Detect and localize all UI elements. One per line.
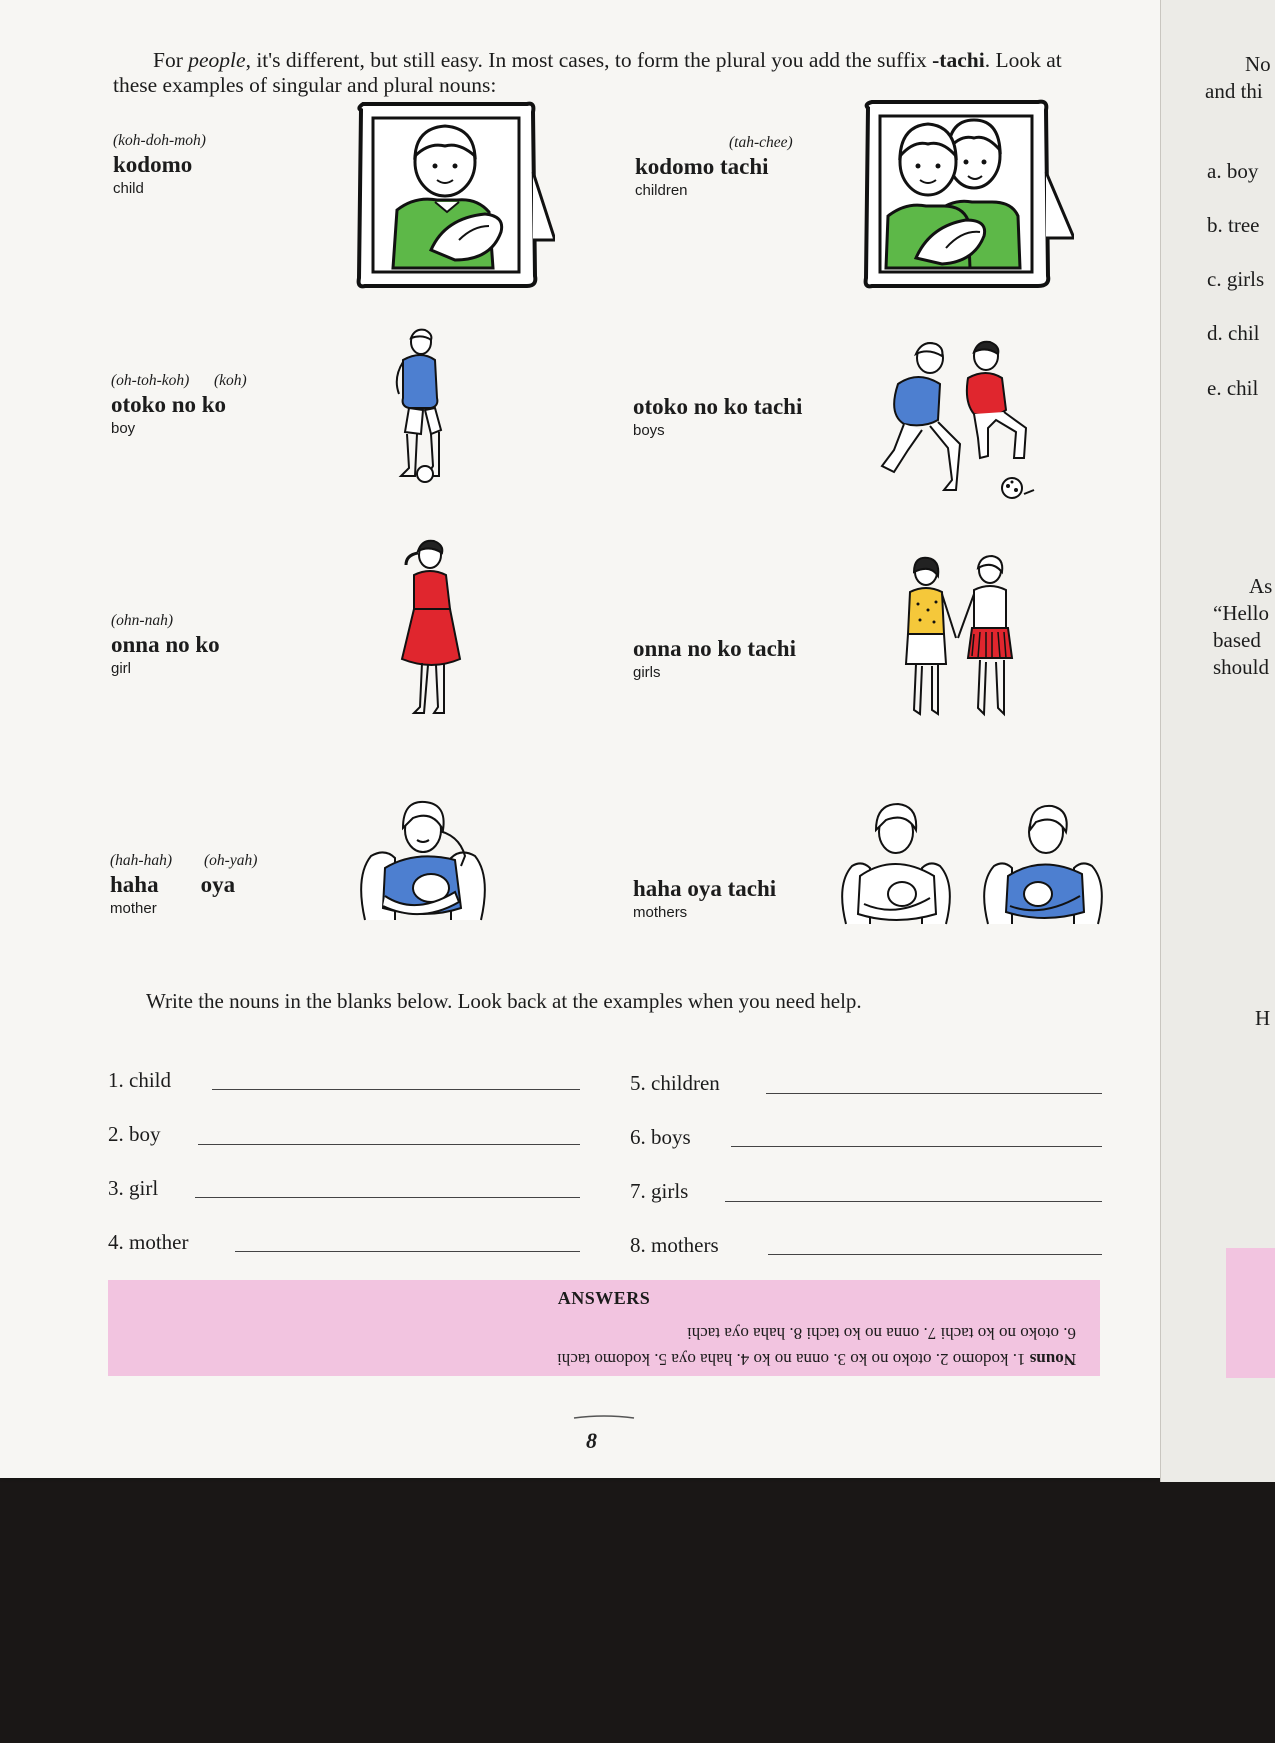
next-page-list-item: c. girls	[1207, 267, 1265, 291]
english-gloss: child	[113, 180, 144, 197]
entry-girls	[633, 636, 796, 682]
exercise-item-1: 1. child	[108, 1068, 171, 1092]
pronunciation: (koh)	[214, 372, 247, 389]
answers-title: ANSWERS	[557, 1288, 651, 1308]
entry-boy	[111, 372, 247, 438]
answer-blank-3[interactable]	[195, 1197, 580, 1198]
exercise-label: boy	[129, 1122, 161, 1146]
suffix-tachi: -tachi	[932, 48, 985, 72]
pronunciation: (hah-hah)	[110, 852, 172, 869]
book-page-right-edge	[1160, 0, 1275, 1482]
boys-playing-illustration	[878, 340, 1044, 508]
boy-illustration	[385, 326, 455, 484]
exercise-label: mother	[129, 1230, 189, 1254]
exercise-item-5: 5. children	[630, 1071, 720, 1095]
japanese-word: haha	[110, 872, 159, 897]
answer-blank-6[interactable]	[731, 1146, 1102, 1147]
exercise-label: girl	[129, 1176, 159, 1200]
girl-illustration	[392, 537, 462, 717]
next-page-text: H	[1255, 1006, 1271, 1030]
next-page-answers-box	[1226, 1248, 1275, 1378]
english-gloss: mothers	[633, 904, 688, 921]
english-gloss: children	[635, 182, 688, 199]
japanese-word: onna no ko tachi	[633, 636, 796, 661]
answers-heading: Nouns	[1029, 1350, 1076, 1369]
entry-boys	[633, 394, 802, 440]
exercise-label: mothers	[651, 1233, 719, 1257]
next-page-text: based	[1213, 628, 1261, 652]
english-gloss: boy	[111, 420, 136, 437]
english-gloss: mother	[110, 900, 157, 917]
exercise-item-4: 4. mother	[108, 1230, 189, 1254]
page-number: 8	[586, 1428, 597, 1453]
japanese-word: otoko no ko tachi	[633, 394, 803, 419]
answer-blank-7[interactable]	[725, 1201, 1102, 1202]
pronunciation: (tah-chee)	[729, 134, 793, 151]
answers-upside-down-text	[132, 1320, 1076, 1372]
pronunciation: (oh-toh-koh)	[111, 372, 190, 389]
answer-blank-1[interactable]	[212, 1089, 580, 1090]
answers-box	[108, 1280, 1100, 1376]
japanese-word: onna no ko	[111, 632, 220, 657]
page-number-flourish	[572, 1412, 636, 1424]
next-page-list-item: e. chil	[1207, 376, 1259, 400]
japanese-word: kodomo tachi	[635, 154, 769, 179]
english-gloss: girls	[633, 664, 661, 681]
girls-holding-hands-illustration	[900, 554, 1016, 720]
next-page-text: should	[1213, 655, 1270, 679]
exercise-label: girls	[651, 1179, 689, 1203]
english-gloss: boys	[633, 422, 665, 439]
entry-mothers	[633, 876, 776, 922]
pronunciation: (ohn-nah)	[111, 612, 173, 629]
children-in-frame-illustration	[862, 98, 1074, 290]
next-page-list-item: a. boy	[1207, 159, 1259, 183]
pronunciation: (koh-doh-moh)	[113, 132, 206, 149]
exercise-item-2: 2. boy	[108, 1122, 161, 1146]
exercise-label: children	[651, 1071, 720, 1095]
next-page-text: As	[1249, 574, 1273, 598]
answer-blank-4[interactable]	[235, 1251, 580, 1252]
entry-child	[113, 132, 206, 198]
next-page-text: “Hello	[1213, 601, 1269, 625]
exercise-instructions: Write the nouns in the blanks below. Look back at the examples when you need help.	[146, 989, 862, 1013]
answers-line-2: 6. otoko no ko tachi 7. onna no ko tachi 8. haha oya tachi	[686, 1324, 1076, 1343]
exercise-label: boys	[651, 1125, 691, 1149]
next-page-list-item: b. tree	[1207, 213, 1260, 237]
japanese-word: haha oya tachi	[633, 876, 777, 901]
japanese-word: otoko no ko	[111, 392, 227, 417]
intro-paragraph: For people, it's different, but still easy. In most cases, to form the plural you add the suffix -tachi. Look at these examples of singular and plural nouns:	[113, 48, 1062, 97]
exercise-item-3: 3. girl	[108, 1176, 159, 1200]
exercise-item-7: 7. girls	[630, 1179, 689, 1203]
answer-blank-5[interactable]	[766, 1093, 1102, 1094]
answers-line-1: 1. kodomo 2. otoko no ko 3. onna no ko 4. haha oya 5. kodomo tachi	[557, 1350, 1030, 1369]
answer-blank-2[interactable]	[198, 1144, 580, 1145]
child-in-frame-illustration	[355, 100, 555, 292]
entry-children	[635, 134, 793, 200]
japanese-word: oya	[200, 872, 236, 897]
exercise-label: child	[129, 1068, 171, 1092]
next-page-list-item: d. chil	[1207, 321, 1260, 345]
english-gloss: girl	[111, 660, 132, 677]
mother-1-illustration	[838, 800, 954, 928]
pronunciation: (oh-yah)	[204, 852, 258, 869]
exercise-item-6: 6. boys	[630, 1125, 691, 1149]
intro-emphasis: people	[188, 48, 246, 72]
entry-mother	[110, 852, 258, 918]
exercise-item-8: 8. mothers	[630, 1233, 719, 1257]
mother-holding-baby-illustration	[355, 796, 491, 926]
entry-girl	[111, 612, 220, 678]
answer-blank-8[interactable]	[768, 1254, 1102, 1255]
mother-2-illustration	[980, 800, 1106, 928]
next-page-text: No	[1245, 52, 1271, 76]
next-page-text: and thi	[1205, 79, 1263, 103]
japanese-word: kodomo	[113, 152, 193, 177]
